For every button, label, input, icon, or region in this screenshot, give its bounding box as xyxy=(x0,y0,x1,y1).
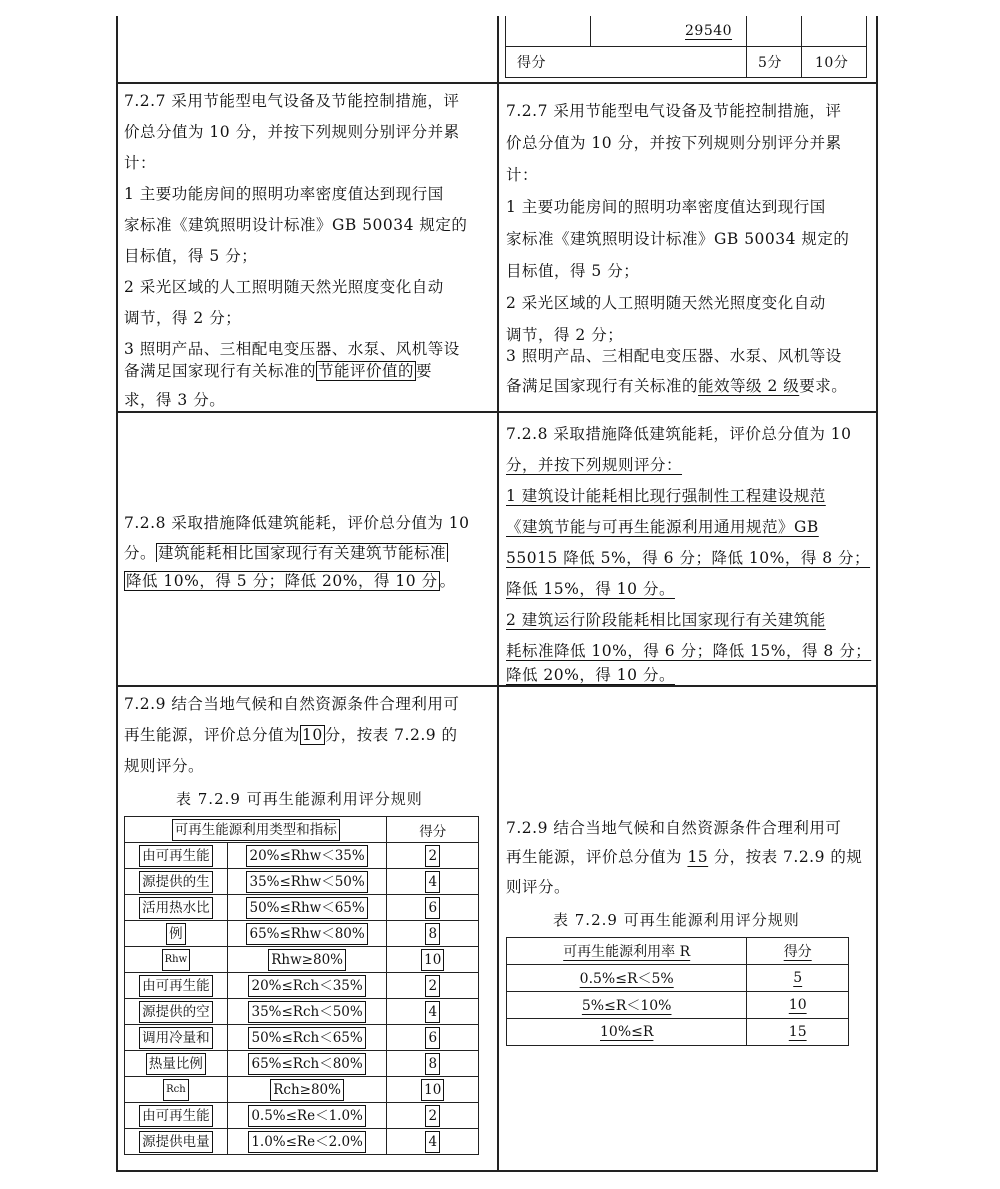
s729-right-score-table xyxy=(506,937,849,1046)
g2-range-5: Rch≥80% xyxy=(270,1079,344,1101)
s728-left-l3-boxed: 降低 10%，得 5 分；降低 20%，得 10 分 xyxy=(126,572,438,590)
right-table-header-score: 得分 xyxy=(747,938,849,965)
s727-left-line-1: 7.2.7 采用节能型电气设备及节能控制措施，评 xyxy=(124,92,460,110)
g3-label-2: 源提供电量 xyxy=(139,1131,213,1153)
right-table-rate-2: 5%≤R＜10% xyxy=(507,992,747,1019)
s727-right-l10-underlined: 能效等级 2 级 xyxy=(698,377,800,395)
row-line-2 xyxy=(116,411,878,413)
g1-range-1: 20%≤Rhw＜35% xyxy=(246,845,367,867)
right-table-score-1: 5 xyxy=(747,965,849,992)
s728-left-line-1: 7.2.8 采取措施降低建筑能耗，评价总分值为 10 xyxy=(124,514,470,532)
table-row xyxy=(125,1129,479,1155)
table-row xyxy=(125,921,479,947)
s729-right-l2-pre: 再生能源，评价总分值为 xyxy=(506,848,688,866)
row-line-3 xyxy=(116,685,878,687)
s729-right-l2-underlined: 15 xyxy=(687,848,709,866)
s728-left-l3-post: 。 xyxy=(439,572,456,590)
s729-right-line-1: 7.2.9 结合当地气候和自然资源条件合理利用可 xyxy=(506,819,842,837)
s727-right-line-2: 价总分值为 10 分，并按下列规则分别评分并累 xyxy=(506,134,842,152)
top-score-table xyxy=(505,16,868,78)
table-row xyxy=(125,869,479,895)
table-row xyxy=(125,999,479,1025)
right-table-score-2: 10 xyxy=(747,992,849,1019)
g3-range-2: 1.0%≤Re＜2.0% xyxy=(248,1131,366,1153)
top-score-label: 得分 xyxy=(517,55,546,71)
s729-left-line-2 xyxy=(124,720,458,751)
g1-label-2: 源提供的生 xyxy=(139,871,213,893)
s729-right-line-3: 则评分。 xyxy=(506,878,571,896)
g2-range-2: 35%≤Rch＜50% xyxy=(248,1001,365,1023)
g2-label-3: 调用冷量和 xyxy=(139,1027,213,1049)
g2-score-2: 4 xyxy=(425,1001,440,1023)
left-table-header-score: 得分 xyxy=(387,817,479,843)
s729-left-line-3: 规则评分。 xyxy=(124,757,205,775)
s727-left-line-2: 价总分值为 10 分，并按下列规则分别评分并累 xyxy=(124,123,460,141)
s727-right-line-4: 1 主要功能房间的照明功率密度值达到现行国 xyxy=(506,198,826,216)
table-row xyxy=(125,895,479,921)
table-row xyxy=(125,1077,479,1103)
right-table-header-rate: 可再生能源利用率 R xyxy=(507,938,747,965)
s728-right-line-4: 《建筑节能与可再生能源利用通用规范》GB xyxy=(506,518,819,536)
s729-left-table-caption: 表 7.2.9 可再生能源利用评分规则 xyxy=(176,790,423,808)
g2-score-4: 8 xyxy=(425,1053,440,1075)
s728-right-line-7: 2 建筑运行阶段能耗相比国家现行有关建筑能 xyxy=(506,611,826,629)
s727-left-line-4: 1 主要功能房间的照明功率密度值达到现行国 xyxy=(124,185,444,203)
s727-right-line-9: 3 照明产品、三相配电变压器、水泵、风机等设 xyxy=(506,347,842,365)
top-value: 29540 xyxy=(685,23,733,39)
s728-left-l2-boxed: 建筑能耗相比国家现行有关建筑节能标准 xyxy=(158,544,447,562)
g2-score-1: 2 xyxy=(425,975,440,997)
g2-score-3: 6 xyxy=(425,1027,440,1049)
s729-left-l2-boxed: 10 xyxy=(302,726,323,744)
s727-left-line-10 xyxy=(124,356,432,387)
s727-right-l10-post: 要求。 xyxy=(799,377,848,395)
g1-score-3: 6 xyxy=(425,897,440,919)
s728-right-line-3: 1 建筑设计能耗相比现行强制性工程建设规范 xyxy=(506,487,826,505)
right-table-rate-1: 0.5%≤R＜5% xyxy=(507,965,747,992)
s727-left-line-7: 2 采光区域的人工照明随天然光照度变化自动 xyxy=(124,278,444,296)
frame-right xyxy=(876,16,878,1172)
s727-left-line-3: 计： xyxy=(124,154,157,172)
table-row xyxy=(125,843,479,869)
s729-right-l2-post: 分，按表 7.2.9 的规 xyxy=(708,848,863,866)
g1-range-4: 65%≤Rhw＜80% xyxy=(246,923,367,945)
top-score-2: 10分 xyxy=(815,55,849,71)
s727-left-l10-boxed: 节能评价值的 xyxy=(318,362,415,380)
s729-left-line-1: 7.2.9 结合当地气候和自然资源条件合理利用可 xyxy=(124,695,460,713)
s727-left-line-6: 目标值，得 5 分； xyxy=(124,247,258,265)
left-table-header-type: 可再生能源利用类型和指标 xyxy=(172,819,340,841)
g3-score-2: 4 xyxy=(425,1131,440,1153)
top-score-1: 5分 xyxy=(758,55,782,71)
g2-range-4: 65%≤Rch＜80% xyxy=(248,1053,365,1075)
table-row xyxy=(125,1051,479,1077)
right-table-score-3: 15 xyxy=(747,1019,849,1046)
s727-left-l10-post: 要 xyxy=(416,362,433,380)
s727-left-l10-pre: 备满足国家现行有关标准的 xyxy=(124,362,317,380)
s727-left-line-5: 家标准《建筑照明设计标准》GB 50034 规定的 xyxy=(124,216,468,234)
g2-range-1: 20%≤Rch＜35% xyxy=(248,975,365,997)
s729-left-score-table xyxy=(124,816,479,1155)
g1-label-5: Rhw xyxy=(162,949,191,971)
s728-left-line-3 xyxy=(124,566,456,597)
g1-label-3: 活用热水比 xyxy=(139,897,213,919)
table-row xyxy=(507,992,849,1019)
right-table-rate-3: 10%≤R xyxy=(507,1019,747,1046)
g2-score-5: 10 xyxy=(421,1079,444,1101)
g1-score-4: 8 xyxy=(425,923,440,945)
g1-score-5: 10 xyxy=(421,949,444,971)
g1-score-2: 4 xyxy=(425,871,440,893)
s729-right-line-2 xyxy=(506,842,862,873)
s727-right-line-1: 7.2.7 采用节能型电气设备及节能控制措施，评 xyxy=(506,102,842,120)
g3-score-1: 2 xyxy=(425,1105,440,1127)
s728-right-line-1: 7.2.8 采取措施降低建筑能耗，评价总分值为 10 xyxy=(506,425,852,443)
s727-right-line-8: 调节，得 2 分； xyxy=(506,326,624,344)
row-line-1 xyxy=(116,82,878,84)
g3-label-1: 由可再生能 xyxy=(139,1105,213,1127)
frame-left xyxy=(116,16,118,1172)
row-line-bottom xyxy=(116,1170,878,1172)
s728-right-line-9: 降低 20%，得 10 分。 xyxy=(506,666,675,684)
table-row xyxy=(125,973,479,999)
table-row xyxy=(125,1025,479,1051)
s727-right-line-10 xyxy=(506,371,847,402)
g2-label-4: 热量比例 xyxy=(146,1053,206,1075)
g1-range-5: Rhw≥80% xyxy=(268,949,346,971)
s727-left-line-11: 求，得 3 分。 xyxy=(124,391,226,409)
g2-label-1: 由可再生能 xyxy=(139,975,213,997)
g2-label-2: 源提供的空 xyxy=(139,1001,213,1023)
s727-right-line-5: 家标准《建筑照明设计标准》GB 50034 规定的 xyxy=(506,230,850,248)
g1-range-2: 35%≤Rhw＜50% xyxy=(246,871,367,893)
s727-right-line-3: 计： xyxy=(506,166,539,184)
table-row xyxy=(125,1103,479,1129)
g1-label-1: 由可再生能 xyxy=(139,845,213,867)
table-row xyxy=(507,965,849,992)
s728-right-line-5: 55015 降低 5%，得 6 分；降低 10%，得 8 分； xyxy=(506,549,871,567)
g2-range-3: 50%≤Rch＜65% xyxy=(248,1027,365,1049)
s727-left-line-9: 3 照明产品、三相配电变压器、水泵、风机等设 xyxy=(124,340,460,358)
s728-right-line-2: 分，并按下列规则评分： xyxy=(506,456,683,474)
table-header-row xyxy=(125,817,479,843)
s727-right-l10-pre: 备满足国家现行有关标准的 xyxy=(506,377,699,395)
table-header-row xyxy=(507,938,849,965)
g1-score-1: 2 xyxy=(425,845,440,867)
frame-middle xyxy=(497,16,499,1172)
table-row xyxy=(125,947,479,973)
s728-left-l2-pre: 分。 xyxy=(124,544,157,562)
s729-left-l2-post: 分，按表 7.2.9 的 xyxy=(324,726,458,744)
s728-left-line-2 xyxy=(124,538,448,569)
g1-range-3: 50%≤Rhw＜65% xyxy=(246,897,367,919)
s727-left-line-8: 调节，得 2 分； xyxy=(124,309,242,327)
g3-range-1: 0.5%≤Re＜1.0% xyxy=(248,1105,366,1127)
g1-label-4: 例 xyxy=(166,923,186,945)
s729-right-table-caption: 表 7.2.9 可再生能源利用评分规则 xyxy=(553,911,800,929)
s727-right-line-6: 目标值，得 5 分； xyxy=(506,262,640,280)
s728-right-line-6: 降低 15%，得 10 分。 xyxy=(506,580,675,598)
g2-label-5: Rch xyxy=(163,1079,189,1101)
s727-right-line-7: 2 采光区域的人工照明随天然光照度变化自动 xyxy=(506,294,826,312)
s729-left-l2-pre: 再生能源，评价总分值为 xyxy=(124,726,301,744)
table-row xyxy=(507,1019,849,1046)
s728-right-line-8: 耗标准降低 10%，得 6 分；降低 15%，得 8 分； xyxy=(506,642,872,660)
